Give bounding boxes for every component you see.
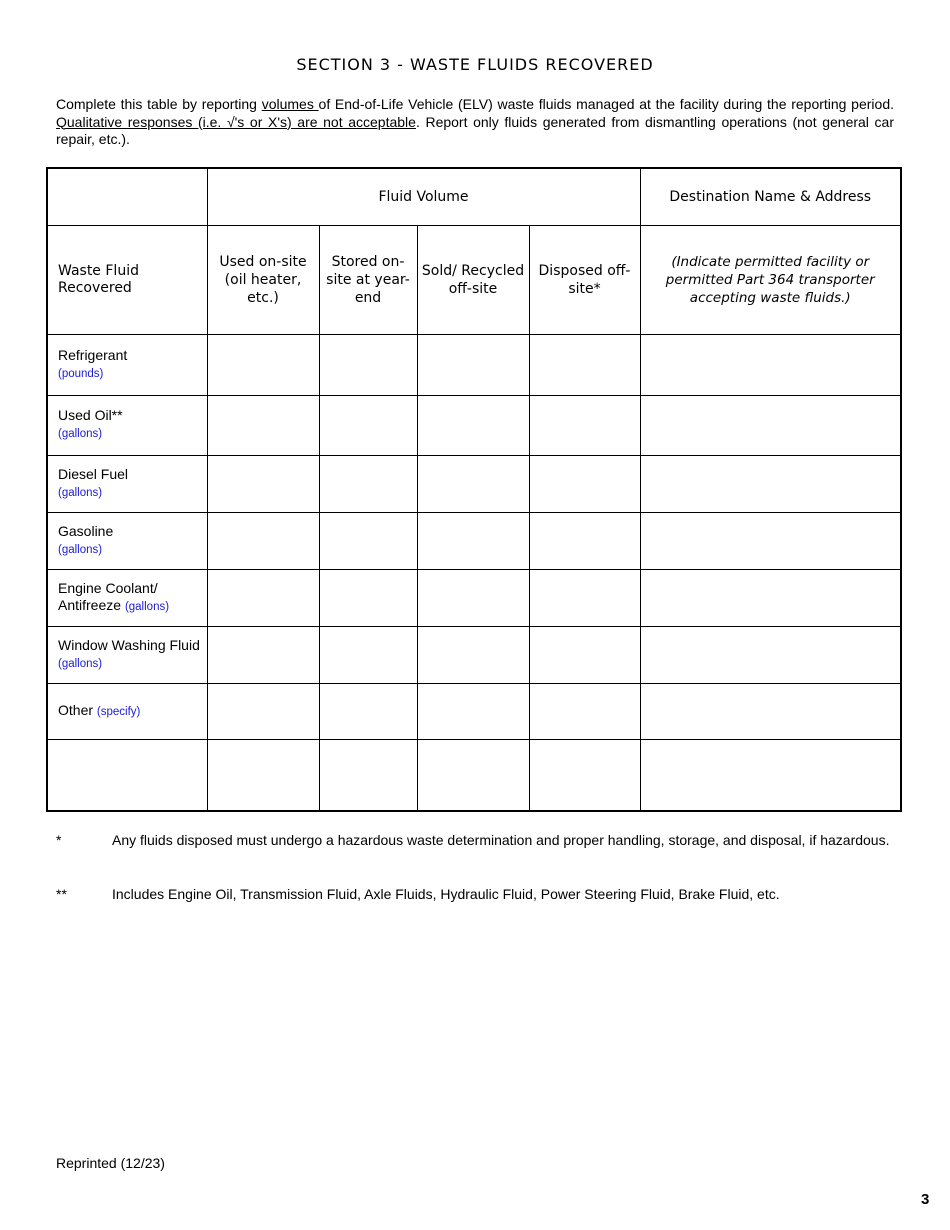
fluid-label-cell bbox=[47, 626, 207, 683]
entry-cell[interactable] bbox=[319, 569, 417, 626]
footnote-mark: * bbox=[56, 832, 62, 848]
entry-cell[interactable] bbox=[529, 683, 640, 739]
intro-text-2: of End-of-Life Vehicle (ELV) waste fluids managed at the facility during the reporting period. bbox=[318, 96, 894, 112]
entry-cell[interactable] bbox=[319, 512, 417, 569]
entry-cell[interactable] bbox=[417, 455, 529, 512]
fluid-name: Window Washing Fluid bbox=[58, 636, 200, 653]
fluid-label-cell bbox=[47, 334, 207, 395]
entry-cell[interactable] bbox=[207, 395, 319, 455]
page-number: 3 bbox=[921, 1191, 930, 1208]
waste-fluids-table bbox=[46, 167, 902, 812]
table-row bbox=[47, 395, 901, 455]
destination-note: (Indicate permitted facility or permitted Part 364 transporter accepting waste fluids.) bbox=[640, 225, 901, 334]
entry-cell[interactable] bbox=[417, 569, 529, 626]
entry-cell[interactable] bbox=[319, 334, 417, 395]
table-row bbox=[47, 512, 901, 569]
destination-cell[interactable] bbox=[640, 626, 901, 683]
table-row bbox=[47, 739, 901, 811]
fluid-name: Used Oil** bbox=[58, 407, 123, 423]
fluid-label-cell bbox=[47, 455, 207, 512]
entry-cell[interactable] bbox=[529, 512, 640, 569]
intro-text-3: . Report only fluids generated from dismantling operations (not general car repair, etc.). bbox=[56, 113, 894, 147]
destination-cell[interactable] bbox=[640, 739, 901, 811]
entry-cell[interactable] bbox=[529, 455, 640, 512]
fluid-unit: (specify) bbox=[96, 705, 141, 718]
fluid-name: Gasoline bbox=[58, 522, 114, 539]
fluid-name: Engine Coolant/ Antifreeze bbox=[58, 579, 158, 613]
fluid-unit: (gallons) bbox=[58, 486, 103, 499]
entry-cell[interactable] bbox=[417, 683, 529, 739]
fluid-unit: (gallons) bbox=[58, 657, 103, 670]
intro-text-1: Complete this table by reporting bbox=[56, 96, 262, 112]
entry-cell[interactable] bbox=[417, 626, 529, 683]
entry-cell[interactable] bbox=[319, 455, 417, 512]
col-used-onsite: Used on-site (oil heater, etc.) bbox=[207, 225, 319, 334]
fluid-unit: (gallons) bbox=[124, 600, 170, 613]
table-row bbox=[47, 569, 901, 626]
footnote-mark: ** bbox=[56, 886, 67, 902]
fluid-name: Refrigerant bbox=[58, 346, 128, 363]
destination-cell[interactable] bbox=[640, 683, 901, 739]
entry-cell[interactable] bbox=[207, 569, 319, 626]
header-blank-cell bbox=[47, 168, 207, 225]
col-sold-recycled: Sold/ Recycled off-site bbox=[417, 225, 529, 334]
fluid-label-cell bbox=[47, 683, 207, 739]
fluid-name: Diesel Fuel bbox=[58, 465, 129, 482]
reprint-date: Reprinted (12/23) bbox=[56, 1155, 165, 1171]
section-title: SECTION 3 - WASTE FLUIDS RECOVERED bbox=[296, 55, 654, 74]
fluid-volume-header: Fluid Volume bbox=[207, 168, 640, 225]
destination-header: Destination Name & Address bbox=[640, 168, 901, 225]
fluid-label-cell bbox=[47, 569, 207, 626]
entry-cell[interactable] bbox=[529, 626, 640, 683]
intro-underline-volumes: volumes bbox=[261, 96, 319, 112]
fluid-label-cell bbox=[47, 512, 207, 569]
entry-cell[interactable] bbox=[417, 512, 529, 569]
entry-cell[interactable] bbox=[207, 455, 319, 512]
entry-cell[interactable] bbox=[319, 739, 417, 811]
fluid-unit: (gallons) bbox=[58, 428, 103, 440]
entry-cell[interactable] bbox=[207, 334, 319, 395]
waste-fluid-header: Waste Fluid Recovered bbox=[47, 225, 207, 334]
fluid-name: Other bbox=[58, 701, 94, 718]
destination-cell[interactable] bbox=[640, 395, 901, 455]
entry-cell[interactable] bbox=[319, 683, 417, 739]
fluid-unit: (pounds) bbox=[58, 367, 104, 380]
entry-cell[interactable] bbox=[417, 739, 529, 811]
entry-cell[interactable] bbox=[529, 739, 640, 811]
entry-cell[interactable] bbox=[529, 395, 640, 455]
table-row bbox=[47, 626, 901, 683]
footnote-text: Includes Engine Oil, Transmission Fluid, Axle Fluids, Hydraulic Fluid, Power Steering Fluid, Brake Fluid, etc. bbox=[112, 886, 780, 902]
entry-cell[interactable] bbox=[207, 683, 319, 739]
fluid-label-cell bbox=[47, 395, 207, 455]
destination-cell[interactable] bbox=[640, 512, 901, 569]
destination-cell[interactable] bbox=[640, 569, 901, 626]
destination-cell[interactable] bbox=[640, 455, 901, 512]
entry-cell[interactable] bbox=[529, 334, 640, 395]
table-row bbox=[47, 334, 901, 395]
entry-cell[interactable] bbox=[207, 739, 319, 811]
destination-cell[interactable] bbox=[640, 334, 901, 395]
table-row bbox=[47, 683, 901, 739]
entry-cell[interactable] bbox=[207, 626, 319, 683]
table-row bbox=[47, 455, 901, 512]
entry-cell[interactable] bbox=[207, 512, 319, 569]
entry-cell[interactable] bbox=[417, 334, 529, 395]
instructions-paragraph bbox=[56, 96, 894, 149]
entry-cell[interactable] bbox=[417, 395, 529, 455]
fluid-unit: (gallons) bbox=[58, 543, 103, 556]
entry-cell[interactable] bbox=[319, 626, 417, 683]
col-disposed-offsite: Disposed off-site* bbox=[529, 225, 640, 334]
intro-underline-qualitative: Qualitative responses (i.e. √'s or X's) are not acceptable bbox=[56, 113, 416, 130]
entry-cell[interactable] bbox=[529, 569, 640, 626]
footnote-text: Any fluids disposed must undergo a hazardous waste determination and proper handling, storage, and disposal, if hazardous. bbox=[112, 832, 890, 848]
col-stored-onsite: Stored on-site at year-end bbox=[319, 225, 417, 334]
other-specify-cell[interactable] bbox=[47, 739, 207, 811]
entry-cell[interactable] bbox=[319, 395, 417, 455]
